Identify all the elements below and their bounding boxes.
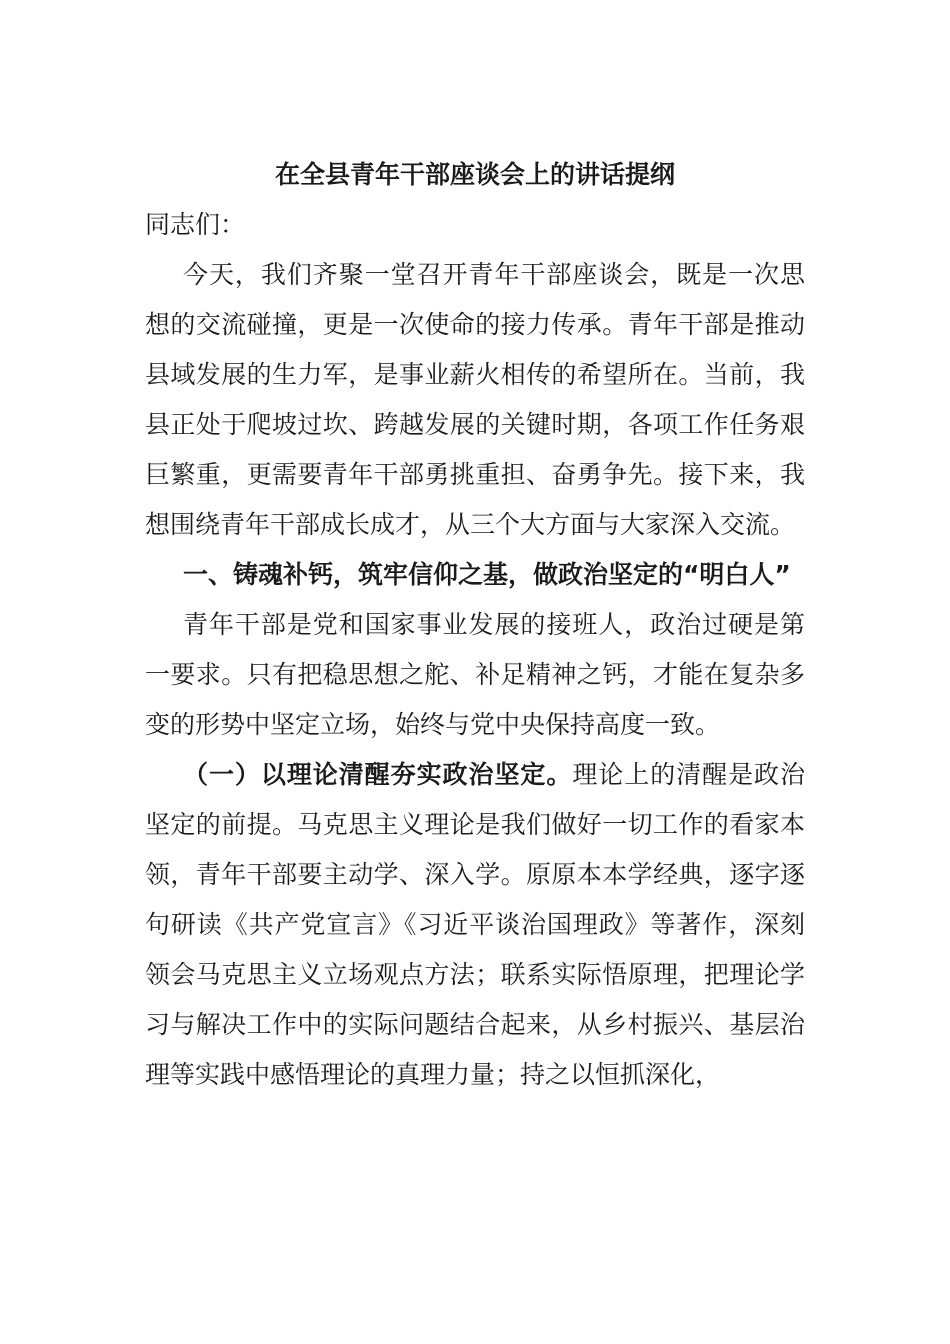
subsection-1-heading: （一）以理论清醒夯实政治坚定。 xyxy=(183,760,573,789)
subsection-1-body: 理论上的清醒是政治坚定的前提。马克思主义理论是我们做好一切工作的看家本领，青年干部要主动学、深入学。原原本本学经典，逐字逐句研读《共产党宣言》《习近平谈治国理政》等著作，深刻领会马克思主义立场观点方法；联系实际悟原理，把理论学习与解决工作中的实际问题结合起来，从乡村振兴、基层治理等实践中感悟理论的真理力量；持之以恒抓深化， xyxy=(145,760,805,1089)
salutation: 同志们： xyxy=(145,210,246,239)
section-1-heading: 一、铸魂补钙，筑牢信仰之基，做政治坚定的“明白人” xyxy=(183,560,791,589)
subsection-1-paragraph xyxy=(145,750,805,1100)
document-title: 在全县青年干部座谈会上的讲话提纲 xyxy=(274,160,675,189)
document-page xyxy=(145,150,805,1100)
section-1-paragraph: 青年干部是党和国家事业发展的接班人，政治过硬是第一要求。只有把稳思想之舵、补足精神之钙，才能在复杂多变的形势中坚定立场，始终与党中央保持高度一致。 xyxy=(145,610,805,739)
intro-paragraph: 今天，我们齐聚一堂召开青年干部座谈会，既是一次思想的交流碰撞，更是一次使命的接力传承。青年干部是推动县域发展的生力军，是事业薪火相传的希望所在。当前，我县正处于爬坡过坎、跨越发展的关键时期，各项工作任务艰巨繁重，更需要青年干部勇挑重担、奋勇争先。接下来，我想围绕青年干部成长成才，从三个大方面与大家深入交流。 xyxy=(145,260,805,539)
